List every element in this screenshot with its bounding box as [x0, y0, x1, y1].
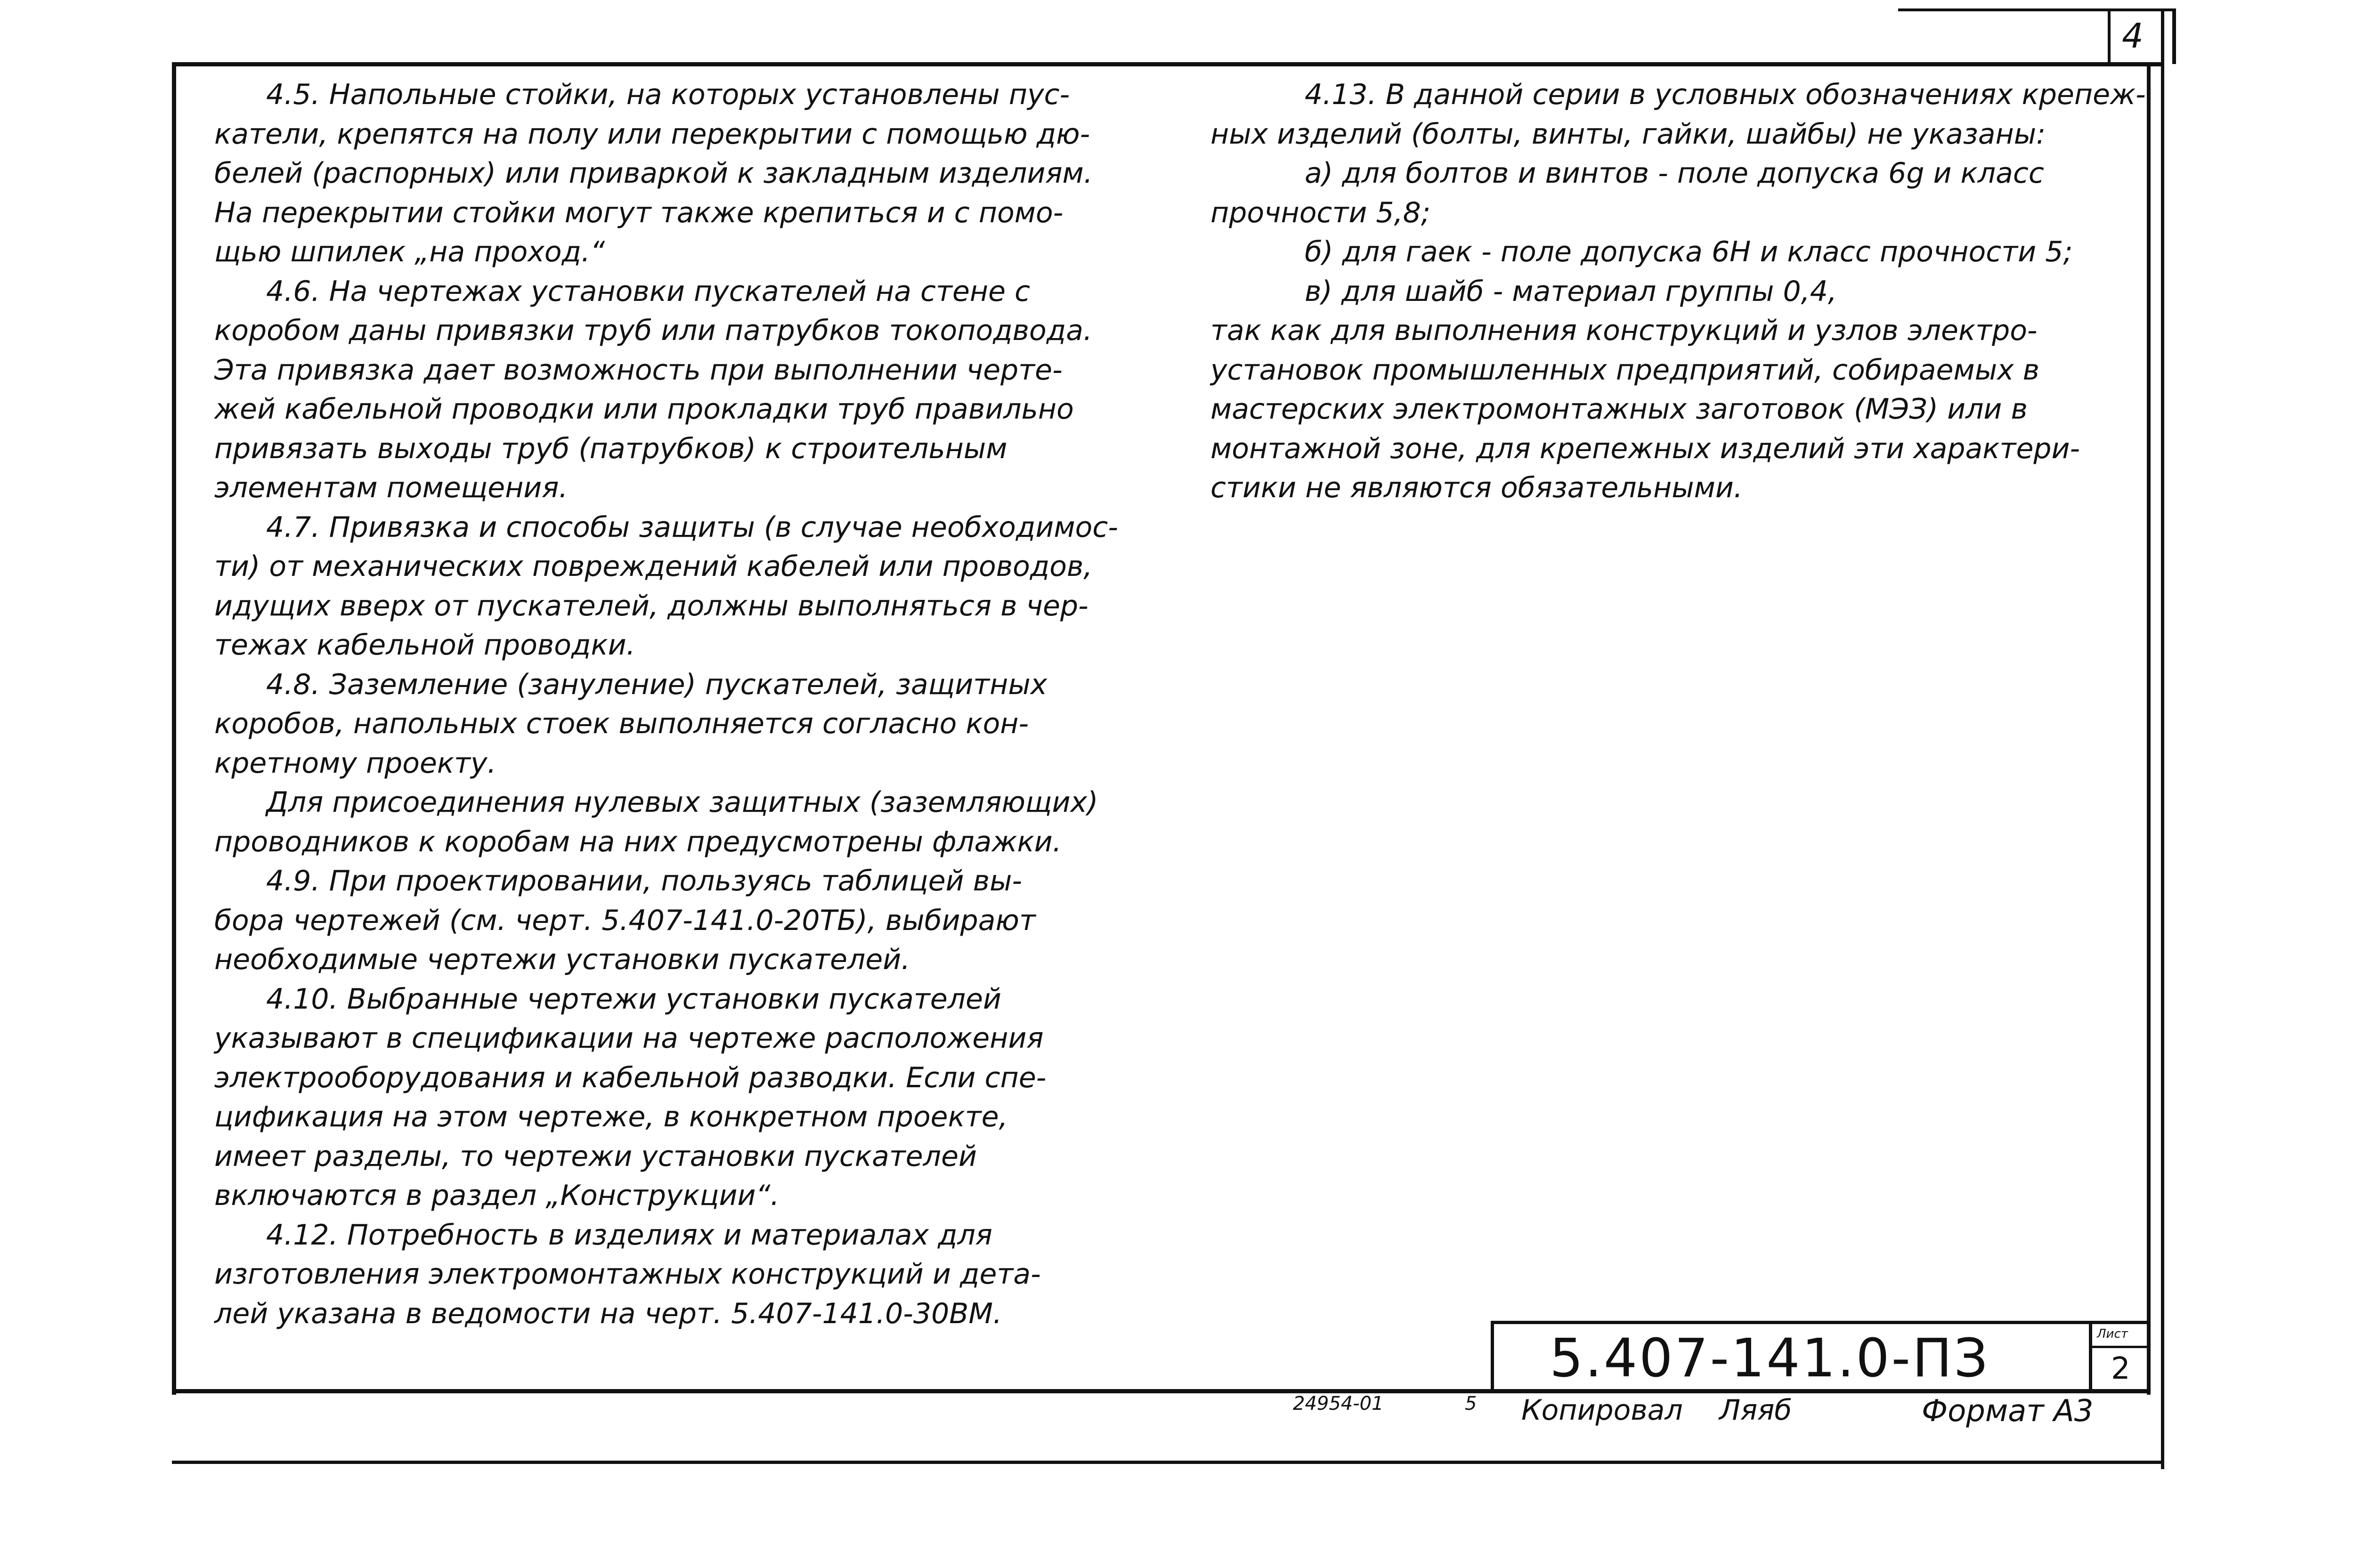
text-line: кретному проекту. — [214, 746, 496, 780]
text-line: так как для выполнения конструкций и узлов электро- — [1210, 314, 2038, 347]
text-line: идущих вверх от пускателей, должны выполняться в чер- — [214, 589, 1088, 622]
inventory-number: 24954-01 — [1293, 1393, 1384, 1414]
text-line: в) для шайб - материал группы 0,4, — [1305, 275, 1837, 308]
frame-left — [172, 62, 176, 1395]
text-line: 4.7. Привязка и способы защиты (в случае необходимос- — [266, 510, 1118, 544]
sheet-label: Лист — [2097, 1327, 2128, 1341]
page-number: 4 — [2122, 16, 2144, 56]
frame-top — [172, 62, 2164, 66]
title-block-divider — [2089, 1321, 2092, 1391]
text-line: стики не являются обязательными. — [1210, 471, 1743, 504]
text-line: установок промышленных предприятий, собираемых в — [1210, 353, 2040, 387]
text-line: катели, крепятся на полу или перекрытии с помощью дю- — [214, 117, 1090, 151]
text-line: б) для гаек - поле допуска 6Н и класс прочности 5; — [1305, 235, 2073, 268]
text-line: изготовления электромонтажных конструкций и дета- — [214, 1258, 1041, 1291]
text-line: 4.12. Потребность в изделиях и материалах для — [266, 1218, 993, 1252]
frame-right — [2147, 62, 2151, 1395]
text-line: 4.8. Заземление (зануление) пускателей, защитных — [266, 668, 1048, 701]
text-line: 4.6. На чертежах установки пускателей на стене с — [266, 275, 1031, 308]
copied-signature: Ляяб — [1719, 1394, 1792, 1427]
text-line: лей указана в ведомости на черт. 5.407-141.0-30ВМ. — [214, 1297, 1002, 1330]
text-line: монтажной зоне, для крепежных изделий эти характери- — [1210, 432, 2080, 465]
copied-label: Копировал — [1521, 1394, 1683, 1427]
text-line: бора чертежей (см. черт. 5.407-141.0-20ТБ), выбирают — [214, 904, 1036, 937]
text-line: ных изделий (болты, винты, гайки, шайбы) не указаны: — [1210, 117, 2046, 151]
format-label: Формат А3 — [1922, 1394, 2094, 1429]
top-right-rule — [1898, 8, 2176, 11]
document-designation: 5.407-141.0-ПЗ — [1550, 1328, 1990, 1389]
text-line: жей кабельной проводки или прокладки труб правильно — [214, 393, 1074, 426]
bottom-trim-rule — [172, 1461, 2164, 1464]
page-box-right — [2172, 8, 2176, 64]
frame-bottom — [172, 1389, 2150, 1393]
sheet-number: 2 — [2111, 1351, 2130, 1386]
text-line: 4.10. Выбранные чертежи установки пускателей — [266, 982, 1002, 1016]
footer-number: 5 — [1465, 1393, 1477, 1414]
text-line: Для присоединения нулевых защитных (заземляющих) — [266, 786, 1098, 819]
text-line: привязать выходы труб (патрубков) к строительным — [214, 432, 1007, 465]
text-line: На перекрытии стойки могут также крепиться и с помо- — [214, 196, 1064, 229]
text-line: прочности 5,8; — [1210, 196, 1431, 229]
text-line: коробов, напольных стоек выполняется согласно кон- — [214, 707, 1029, 740]
title-block-top — [1491, 1321, 2150, 1324]
text-line: имеет разделы, то чертежи установки пускателей — [214, 1140, 977, 1173]
text-line: элементам помещения. — [214, 471, 568, 504]
text-line: указывают в спецификации на чертеже расположения — [214, 1022, 1044, 1055]
text-line: электрооборудования и кабельной разводки. Если спе- — [214, 1061, 1047, 1094]
text-line: коробом даны привязки труб или патрубков токоподвода. — [214, 314, 1093, 347]
text-line: цификация на этом чертеже, в конкретном проекте, — [214, 1100, 1008, 1133]
left-text-column — [214, 75, 1133, 1334]
text-line: проводников к коробам на них предусмотрены флажки. — [214, 825, 1062, 858]
text-line: щью шпилек „на проход.“ — [214, 235, 605, 268]
text-line: ти) от механических повреждений кабелей или проводов, — [214, 550, 1093, 583]
frame-outer-right — [2161, 9, 2164, 1469]
text-line: а) для болтов и винтов - поле допуска 6g и класс — [1305, 157, 2044, 190]
text-line: мастерских электромонтажных заготовок (МЭЗ) или в — [1210, 393, 2028, 426]
text-line: белей (распорных) или приваркой к закладным изделиям. — [214, 157, 1093, 190]
text-line: тежах кабельной проводки. — [214, 629, 635, 662]
text-line: 4.9. При проектировании, пользуясь таблицей вы- — [266, 865, 1023, 897]
sheet-label-rule — [2092, 1346, 2148, 1348]
title-block-left — [1491, 1321, 1494, 1391]
page-box-left — [2108, 8, 2111, 64]
right-text-column — [1210, 75, 2146, 508]
text-line: 4.13. В данной серии в условных обозначениях крепеж- — [1305, 78, 2146, 111]
text-line: необходимые чертежи установки пускателей. — [214, 943, 910, 976]
text-line: включаются в раздел „Конструкции“. — [214, 1179, 780, 1212]
text-line: Эта привязка дает возможность при выполнении черте- — [214, 353, 1063, 387]
text-line: 4.5. Напольные стойки, на которых установлены пус- — [266, 78, 1070, 111]
